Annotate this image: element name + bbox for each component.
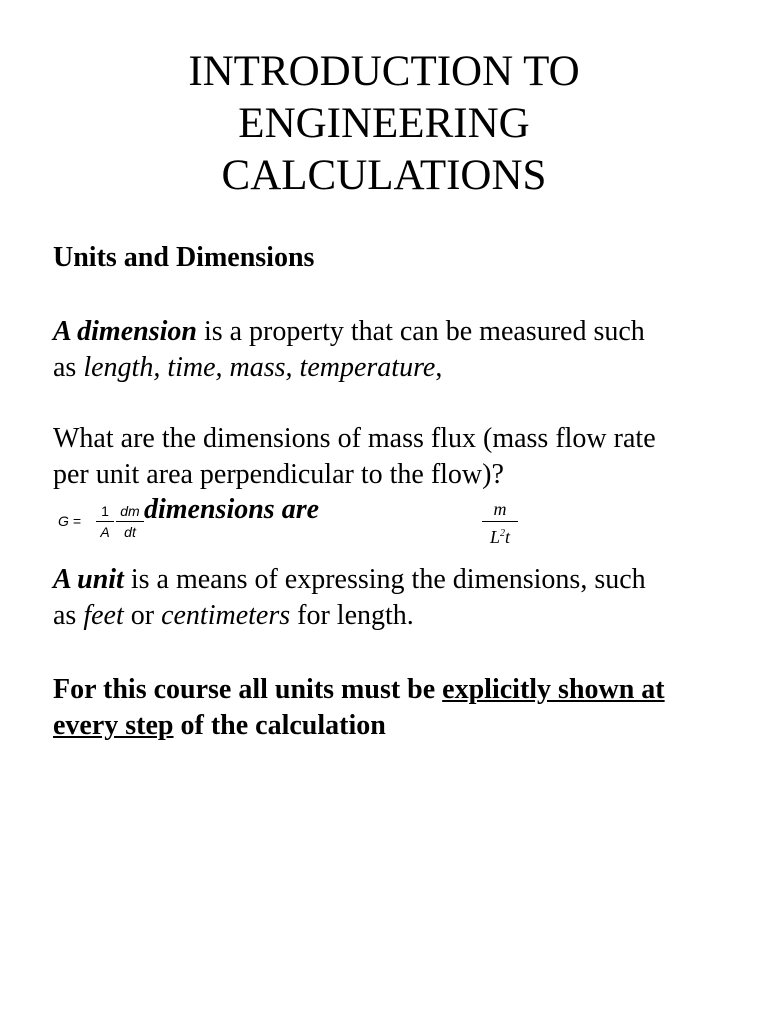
dimensions-den-exponent: 2 <box>500 528 505 539</box>
unit-term: A unit <box>53 564 124 595</box>
unit-text-mid: or <box>123 600 162 631</box>
equation-frac1-numerator: 1 <box>101 503 109 519</box>
dimensions-den-tail: t <box>505 527 511 547</box>
unit-text-2-prefix: as <box>53 600 84 631</box>
unit-text-1: is a means of expressing the dimensions, such <box>123 564 646 595</box>
equation-frac2-bar <box>116 521 144 522</box>
dimensions-bar <box>482 521 518 522</box>
dimensions-fraction <box>482 498 518 548</box>
rule-line-2 <box>53 708 753 744</box>
rule-paragraph <box>53 672 753 744</box>
title-line-3: CALCULATIONS <box>221 152 547 199</box>
unit-paragraph <box>53 562 753 634</box>
section-heading: Units and Dimensions <box>53 242 315 273</box>
mass-flux-equation-row <box>52 494 752 554</box>
unit-line-1 <box>53 562 753 598</box>
dimension-paragraph <box>53 314 753 386</box>
page-title <box>0 46 768 202</box>
title-line-1: INTRODUCTION TO <box>188 48 580 95</box>
rule-underlined-1: explicitly shown at <box>442 674 665 705</box>
dimension-text-1: is a property that can be measured such <box>196 316 645 347</box>
unit-text-2-suffix: for length. <box>290 600 414 631</box>
dimension-term: A dimension <box>53 316 197 347</box>
dimensions-den-base: L <box>489 527 500 547</box>
dimension-text-2-suffix: , <box>435 352 443 383</box>
question-paragraph <box>53 421 753 493</box>
equation-fraction-2 <box>116 502 144 541</box>
equation-frac1-denominator: A <box>100 524 110 540</box>
equation-frac1-bar <box>96 521 114 522</box>
unit-line-2 <box>53 598 753 634</box>
rule-line-1 <box>53 672 753 708</box>
unit-example-2: centimeters <box>161 600 291 631</box>
title-line-2: ENGINEERING <box>238 100 530 147</box>
dimension-line-1 <box>53 314 753 350</box>
dimensions-are-label: dimensions are <box>144 494 320 525</box>
rule-underlined-2: every step <box>53 710 174 741</box>
equation-frac2-denominator: dt <box>124 524 136 540</box>
dimensions-denominator <box>482 523 518 548</box>
dimension-examples: length, time, mass, temperature <box>83 352 436 383</box>
question-line-1: What are the dimensions of mass flux (mass flow rate <box>53 423 656 454</box>
rule-suffix: of the calculation <box>173 710 386 741</box>
question-line-2: per unit area perpendicular to the flow)? <box>53 459 504 490</box>
unit-example-1: feet <box>83 600 124 631</box>
dimension-text-2-prefix: as <box>53 352 84 383</box>
equation-frac2-numerator: dm <box>120 503 140 519</box>
dimensions-numerator: m <box>493 499 507 519</box>
rule-prefix: For this course all units must be <box>53 674 443 705</box>
equation-fraction-1 <box>96 502 114 541</box>
dimension-line-2 <box>53 350 753 386</box>
equation-lhs: G = <box>58 513 81 529</box>
